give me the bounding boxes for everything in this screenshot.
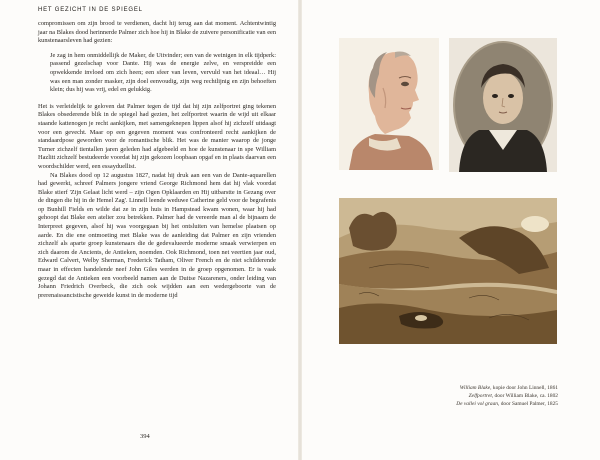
page-number: 394 xyxy=(140,433,150,440)
blake-self-portrait xyxy=(449,38,557,172)
caption-3-credit: , door Samuel Palmer, 1825 xyxy=(498,401,558,408)
caption-3 xyxy=(340,400,558,408)
book-gutter xyxy=(298,0,302,460)
blake-profile-portrait xyxy=(339,38,439,170)
quote-text: Je zag in hem onmiddellijk de Maker, de Uitvinder; een van de weinigen in elk tijdperk: passend gezelschap voor Dante. Hij was de energie zelve, en verspreidde een opwekkende invloed om zich heen; een sfeer van leven, vervuld van het ideaal… Hij was een man zonder masker, zijn doel eenvoudig, zijn weg rechtlijnig en zijn behoeften klein; dus hij was vrij, edel en gelukkig. xyxy=(50,51,276,94)
caption-3-title: De vallei vol graan xyxy=(456,401,499,408)
caption-1-credit: , kopie door John Linnell, 1861 xyxy=(490,385,558,391)
caption-1 xyxy=(340,384,558,392)
block-quote xyxy=(50,52,276,95)
caption-1-title: William Blake xyxy=(459,385,491,391)
valley-landscape-svg xyxy=(339,198,557,344)
paragraph-1: compromissen om zijn brood te verdienen, dacht hij terug aan dat moment. Achtentwintig jaar na Blakes dood herinnerde Palmer zich hoe hij in Blake de zuivere personificatie van een kunstenaarsleven had gezien: xyxy=(38,20,276,45)
blake-profile-drawing xyxy=(339,38,439,170)
paragraph-3: Na Blakes dood op 12 augustus 1827, nadat hij druk aan een van de Dante-aquarellen had gewerkt, schreef Palmers jongere vriend George Richmond hem dat hij vlak voordat Blake stierf 'Zijn Gelaat licht werd – zijn Ogen Opklaarden en Hij uitbarstte in Gezang over de dingen die hij in de Hemel Zag'. Linnell leende weduwe Catherine geld voor de begrafenis op Bunhill Fields en wilde dat ze in zijn huis in Hampstead kwam wonen, waar hij had gehoopt dat Blake een atelier zou betrekken. Palmer had de vereerde man al de bijnaam de Interpreet gegeven, alsof hij was voorgegaan bij het ontsluiten van hemelse plaatsen op aarde. En die ene ontmoeting met Blake was de aanleiding dat Palmer en zijn vrienden zichzelf als aparte groep kunstenaars die de gedevalueerde moderne smaak verwierpen en zich daarom de Ancients, de Antieken, noemden. Ook Richmond, toen net veertien jaar oud, Edward Calvert, Welby Sherman, Frederick Tatham, Oliver French en de niet schilderende maar in effecten handelende neef John Giles werden in de groep opgenomen. Er is vaak gezegd dat de Antieken een voorbeeld namen aan de Duitse Nazareners, onder leiding van Johann Friedrich Overbeck, die zich ook wijdden aan een wedergeboorte van de prerenaissancistische geweide kunst in de moderne tijd xyxy=(38,171,276,299)
running-head: HET GEZICHT IN DE SPIEGEL xyxy=(38,7,143,13)
image-captions xyxy=(340,384,558,409)
caption-2-credit: , door William Blake, ca. 1802 xyxy=(491,393,558,400)
body-text xyxy=(38,20,276,300)
caption-2 xyxy=(340,392,558,400)
paragraph-2: Het is verleidelijk te geloven dat Palmer tegen de tijd dat hij zijn zelfportret ging tekenen Blakes obsederende blik in de spiegel had gezien, het zelfportret waarin de wijd uit elkaar staande kattenogen je recht aankijken, met samengeknepen lippen alsof hij zichzelf uitdaagt voor een gevecht. Maar op een gegeven moment was confronteerd recht aankijken de standaardpose geworden voor de romantische blik. Het was de manier waarop de jonge Turner zichzelf tientallen jaren geleden had afgebeeld en hoe de kunstenaar in spe William Hazlitt zichzelf bestudeerde voordat hij zijn gekozen loopbaan opgaf en in plaats daarvan een woordschilder werd, een essayduellist. xyxy=(38,102,276,170)
valley-landscape-drawing xyxy=(339,198,557,344)
blake-self-portrait-drawing xyxy=(449,38,557,172)
caption-2-title: Zelfportret xyxy=(468,393,492,400)
